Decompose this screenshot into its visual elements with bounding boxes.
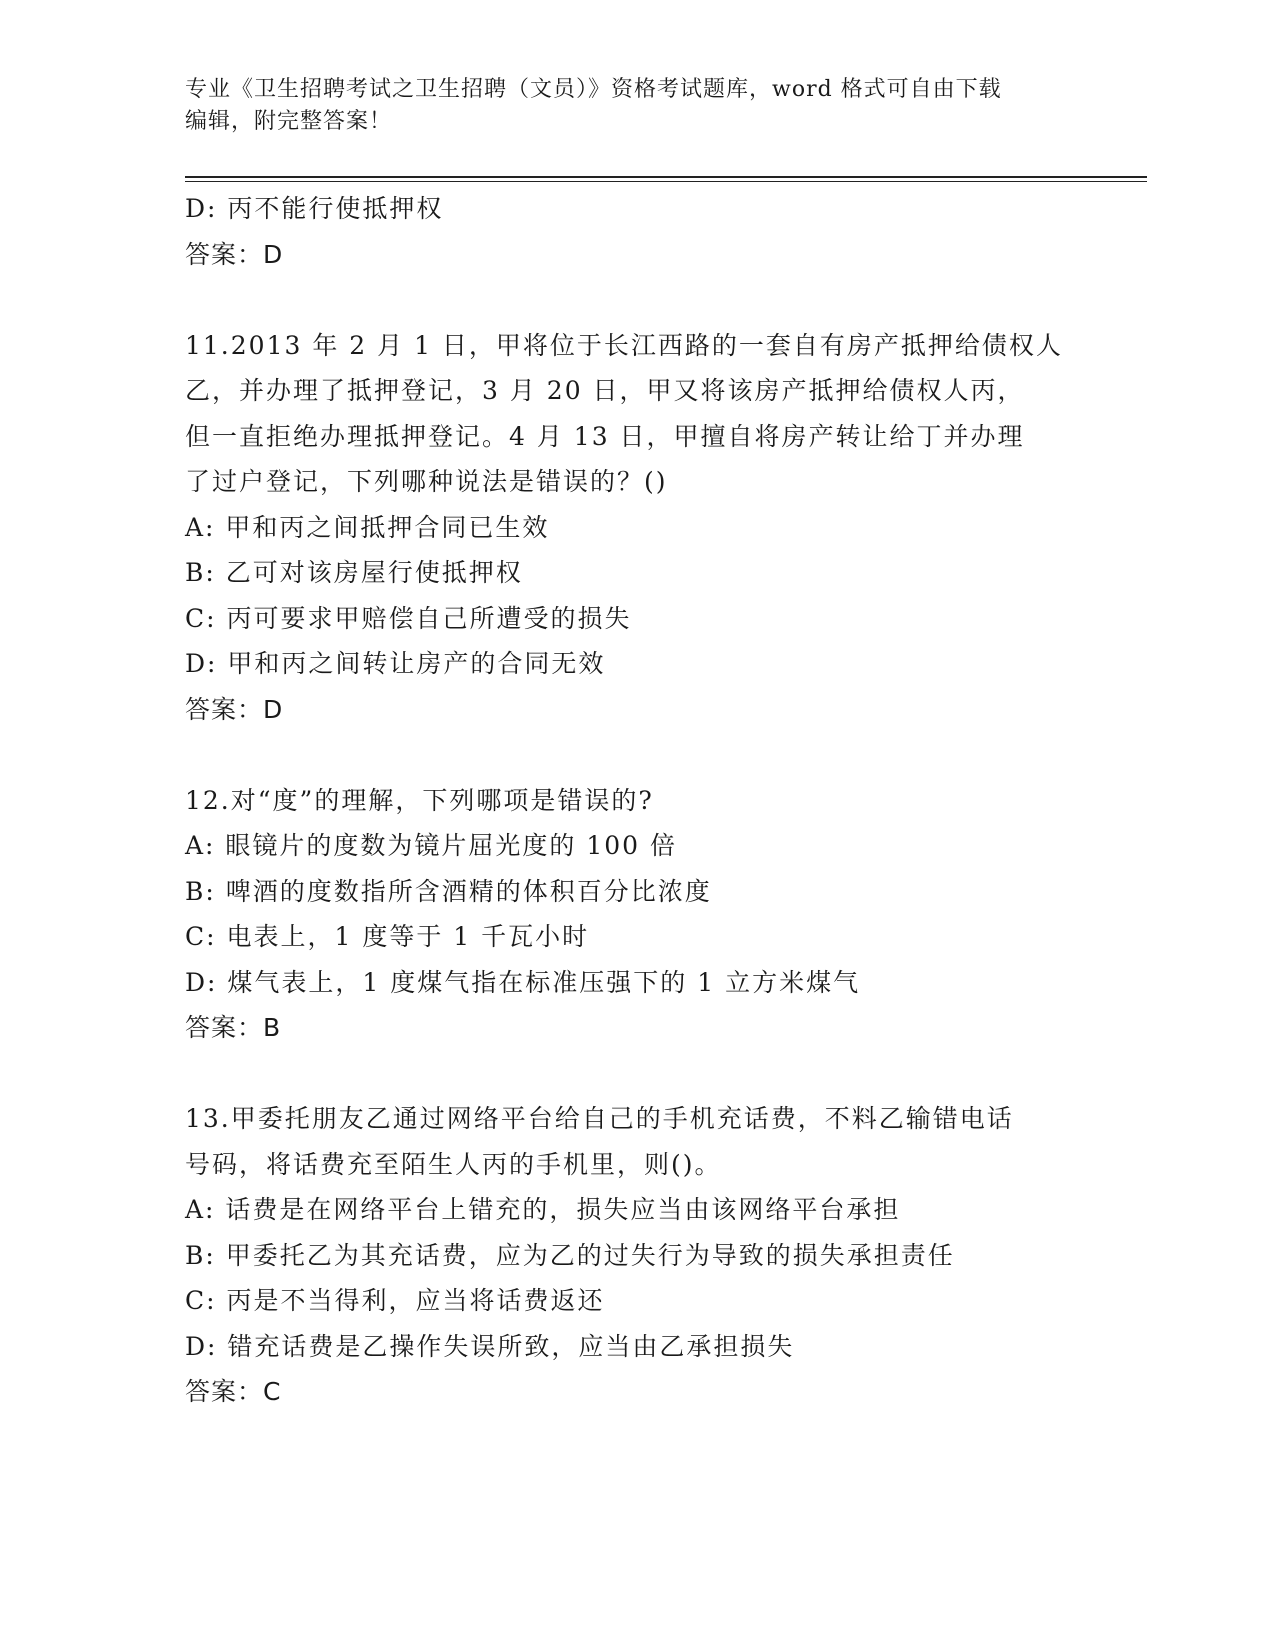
header-divider	[185, 176, 1147, 178]
question-stem-line: 号码，将话费充至陌生人丙的手机里，则()。	[185, 1149, 722, 1179]
option-b: B: 乙可对该房屋行使抵押权	[185, 558, 523, 587]
spacer	[185, 277, 1085, 323]
answer-line: 答案：D	[185, 239, 284, 269]
question-content	[185, 186, 1085, 1415]
option-b: B: 啤酒的度数指所含酒精的体积百分比浓度	[185, 876, 712, 906]
question-12	[185, 778, 1085, 1051]
answer-line: 答案：D	[185, 694, 284, 724]
question-stem-line: 12.对“度”的理解，下列哪项是错误的?	[185, 785, 654, 815]
page-header	[185, 74, 1065, 138]
question-stem-line: 了过户登记，下列哪种说法是错误的？()	[185, 467, 668, 496]
option-c: C: 电表上，1 度等于 1 千瓦小时	[185, 922, 590, 951]
question-11	[185, 323, 1085, 733]
question-stem-line: 13.甲委托朋友乙通过网络平台给自己的手机充话费，不料乙输错电话	[185, 1104, 1014, 1133]
answer-line: 答案：C	[185, 1377, 282, 1406]
option-a: A: 眼镜片的度数为镜片屈光度的 100 倍	[185, 831, 678, 860]
option-d: D: 甲和丙之间转让房产的合同无效	[185, 649, 606, 678]
option-d: D: 错充话费是乙操作失误所致，应当由乙承担损失	[185, 1331, 795, 1361]
spacer	[185, 732, 1085, 778]
question-stem-line: 乙，并办理了抵押登记，3 月 20 日，甲又将该房产抵押给债权人丙，	[185, 376, 1025, 405]
answer-line: 答案：B	[185, 1013, 282, 1042]
option-d: D: 煤气表上，1 度煤气指在标准压强下的 1 立方米煤气	[185, 967, 861, 997]
option-c: C: 丙可要求甲赔偿自己所遭受的损失	[185, 603, 632, 633]
option-a: A: 甲和丙之间抵押合同已生效	[185, 512, 550, 542]
question-stem-line: 11.2013 年 2 月 1 日，甲将位于长江西路的一套自有房产抵押给债权人	[185, 330, 1063, 360]
option-d: D: 丙不能行使抵押权	[185, 194, 444, 223]
header-line: 编辑，附完整答案！	[185, 109, 393, 134]
option-c: C: 丙是不当得利，应当将话费返还	[185, 1286, 605, 1315]
question-13	[185, 1096, 1085, 1415]
header-line: 专业《卫生招聘考试之卫生招聘（文员）》资格考试题库，word 格式可自由下载	[185, 77, 1002, 102]
option-a: A: 话费是在网络平台上错充的，损失应当由该网络平台承担	[185, 1195, 901, 1224]
header-divider-thin	[185, 181, 1147, 182]
question-stem-line: 但一直拒绝办理抵押登记。4 月 13 日，甲擅自将房产转让给丁并办理	[185, 421, 1025, 451]
spacer	[185, 1051, 1085, 1097]
option-b: B: 甲委托乙为其充话费，应为乙的过失行为导致的损失承担责任	[185, 1240, 955, 1270]
